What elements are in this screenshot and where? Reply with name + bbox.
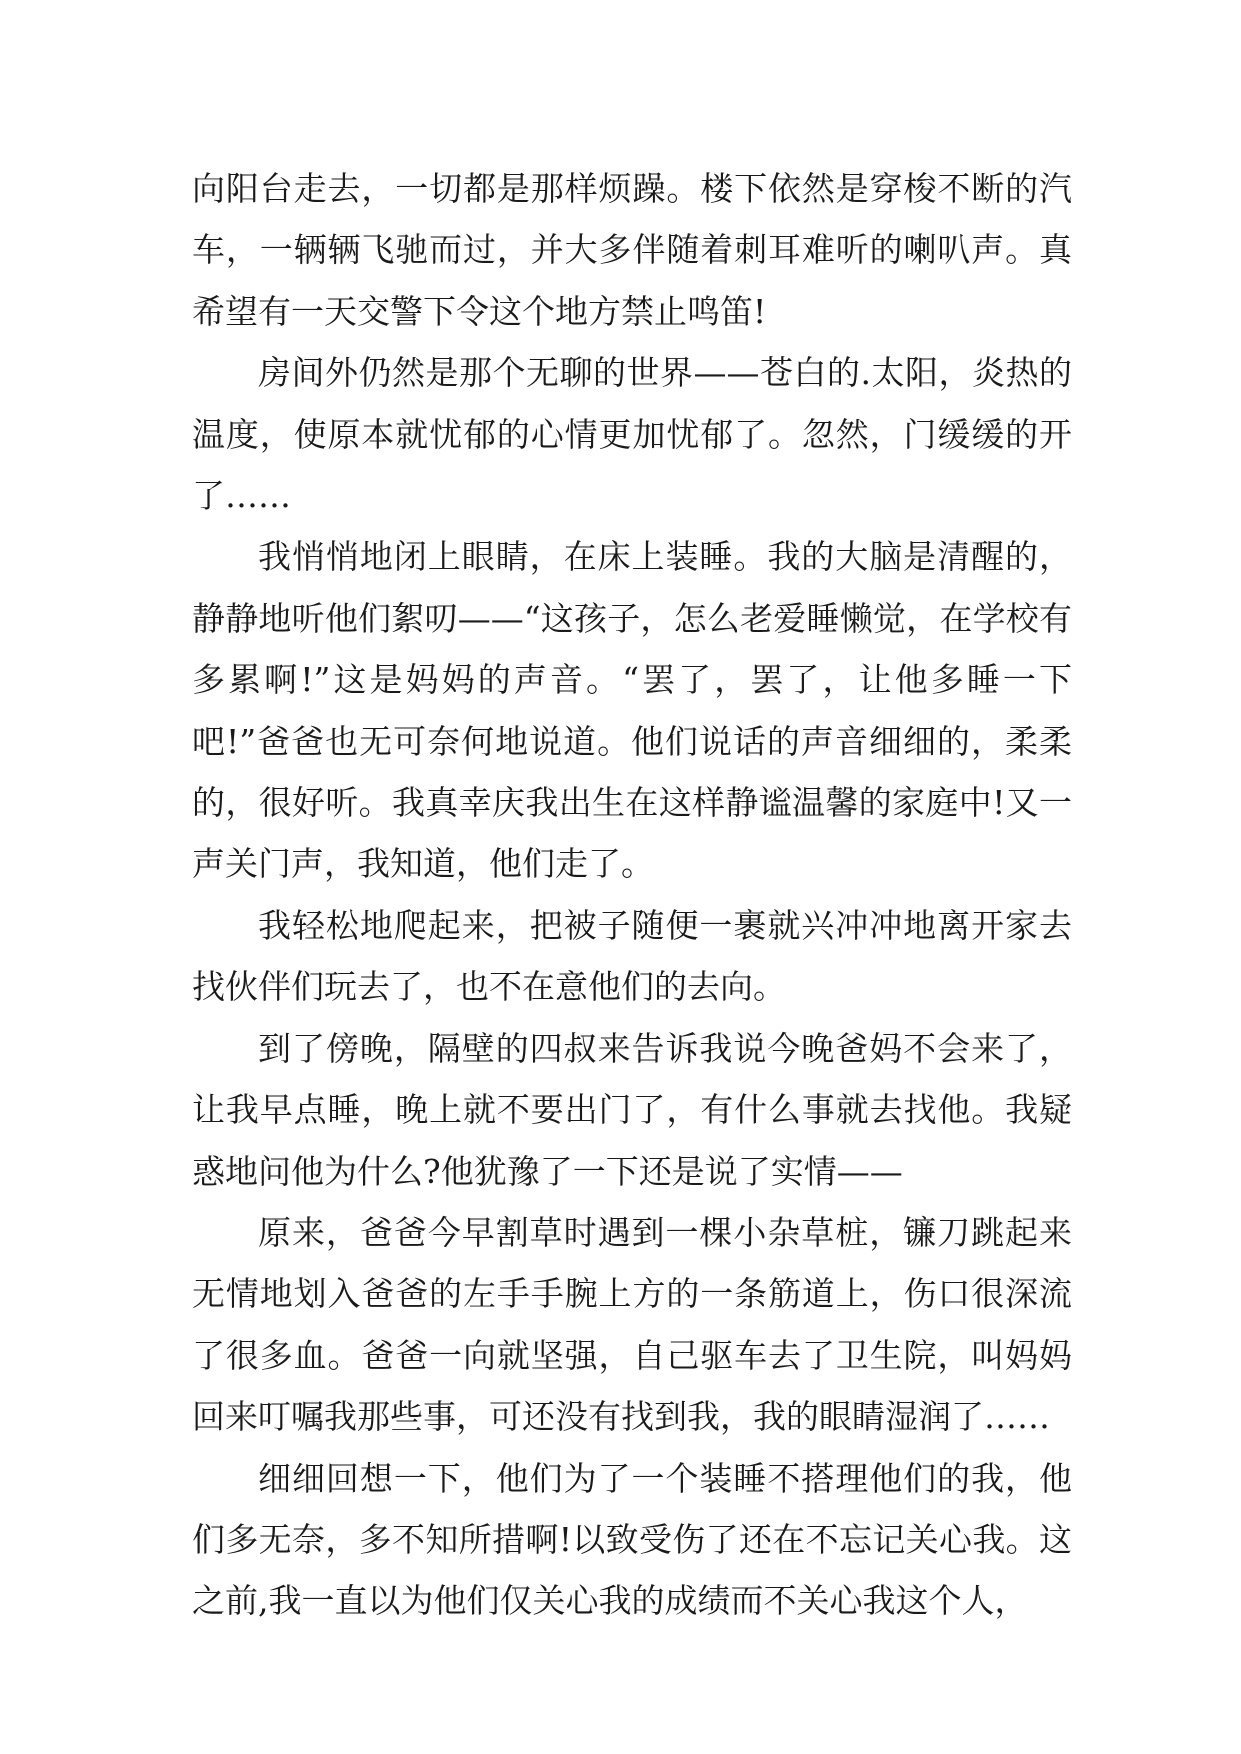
paragraph-reflection: 细细回想一下，他们为了一个装睡不搭理他们的我，他们多无奈，多不知所措啊!以致受伤了还在不忘记关心我。这之前,我一直以为他们仅关心我的成绩而不关心我这个人，	[192, 1458, 1072, 1621]
paragraph-outside-world: 房间外仍然是那个无聊的世界——苍白的.太阳，炎热的温度，使原本就忧郁的心情更加忧郁了。忽然，门缓缓的开了……	[192, 353, 1072, 516]
document-body	[192, 158, 1072, 1632]
paragraph-evening-uncle: 到了傍晚，隔壁的四叔来告诉我说今晚爸妈不会来了，让我早点睡，晚上就不要出门了，有什么事就去找他。我疑惑地问他为什么?他犹豫了一下还是说了实情——	[192, 1028, 1072, 1191]
paragraph-go-play: 我轻松地爬起来，把被子随便一裹就兴冲冲地离开家去找伙伴们玩去了，也不在意他们的去向。	[192, 905, 1072, 1007]
paragraph-pretend-sleep: 我悄悄地闭上眼睛，在床上装睡。我的大脑是清醒的，静静地听他们絮叨——“这孩子，怎么老爱睡懒觉，在学校有多累啊!”这是妈妈的声音。“罢了，罢了，让他多睡一下吧!”爸爸也无可奈何地说道。他们说话的声音细细的，柔柔的，很好听。我真幸庆我出生在这样静谧温馨的家庭中!又一声关门声，我知道，他们走了。	[192, 537, 1072, 884]
paragraph-balcony: 向阳台走去，一切都是那样烦躁。楼下依然是穿梭不断的汽车，一辆辆飞驰而过，并大多伴随着刺耳难听的喇叭声。真希望有一天交警下令这个地方禁止鸣笛!	[192, 169, 1072, 331]
paragraph-father-injury: 原来，爸爸今早割草时遇到一棵小杂草桩，镰刀跳起来无情地划入爸爸的左手手腕上方的一条筋道上，伤口很深流了很多血。爸爸一向就坚强，自己驱车去了卫生院，叫妈妈回来叮嘱我那些事，可还没有找到我，我的眼睛湿润了……	[192, 1212, 1072, 1437]
